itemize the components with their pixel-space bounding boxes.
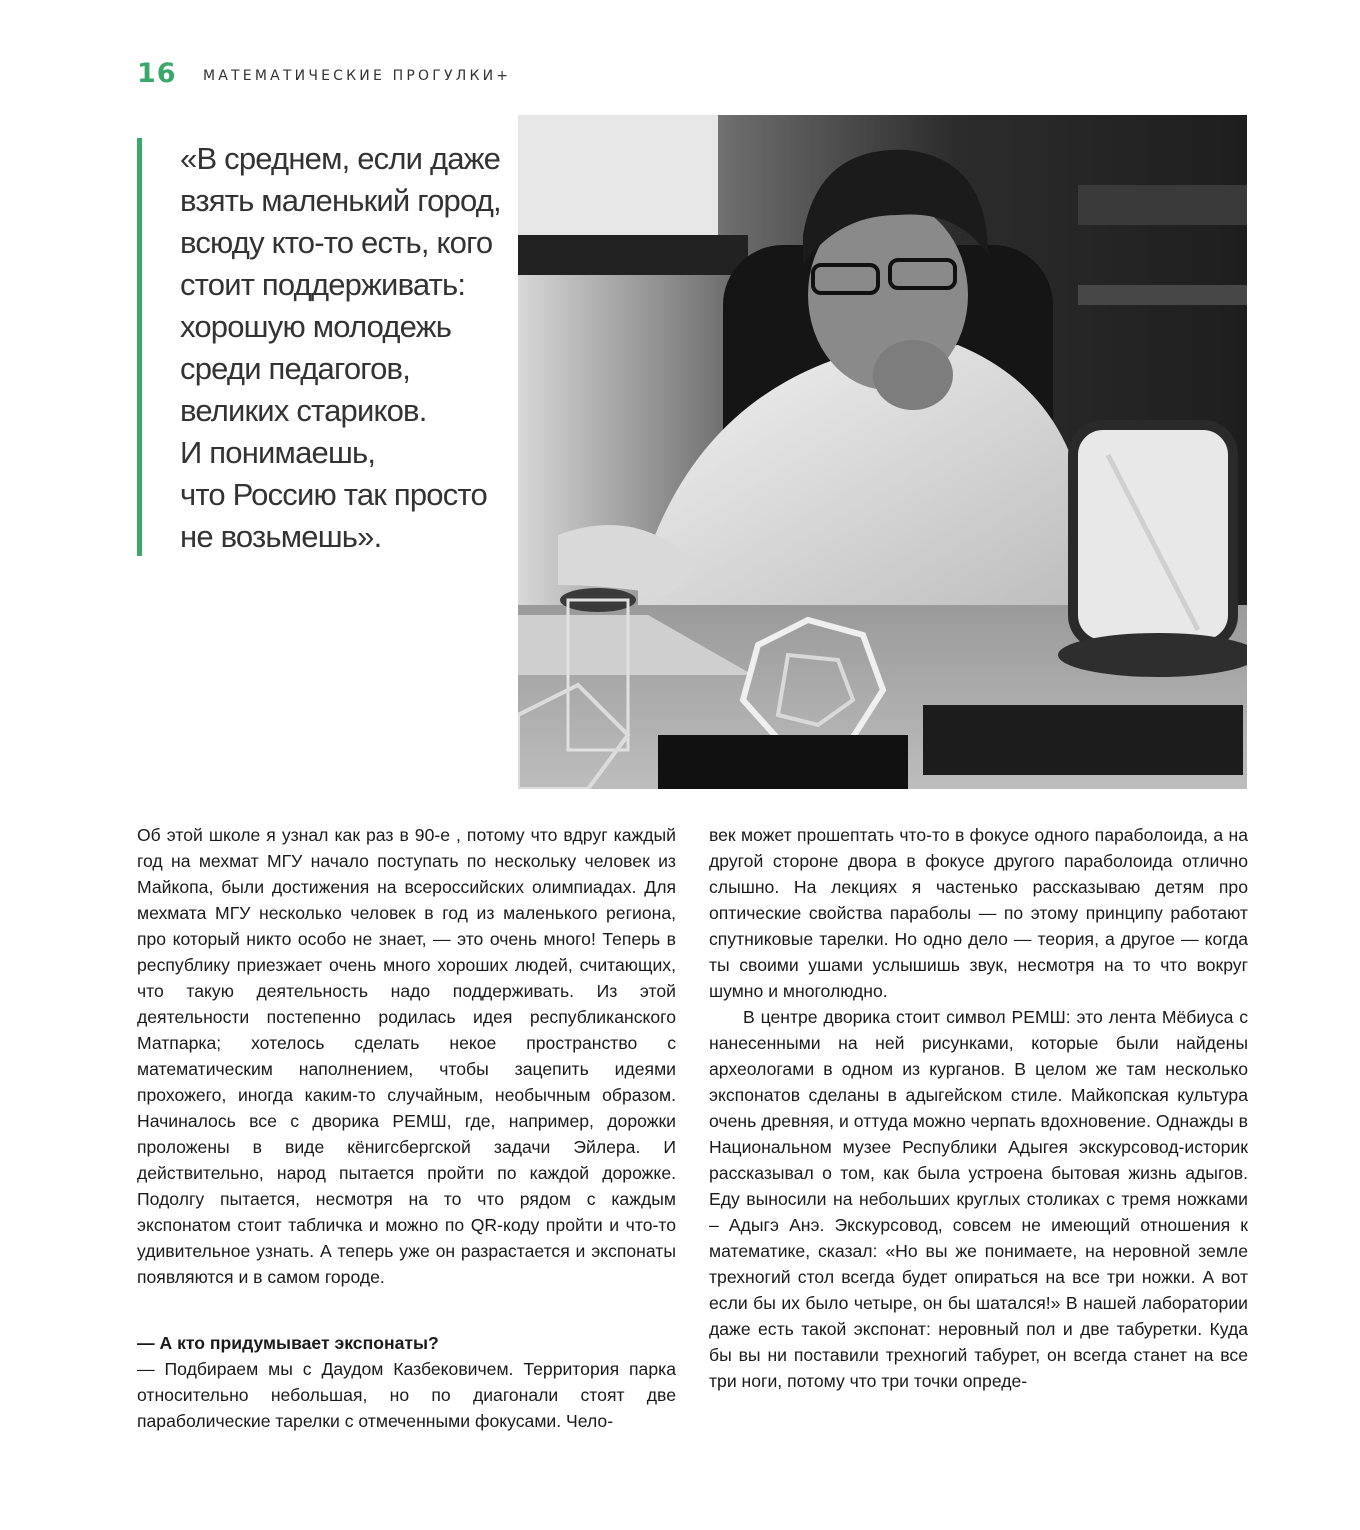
pull-quote-text: «В среднем, если даже взять маленький город, всюду кто-то есть, кого стоит поддерживать: хорошую молодежь среди педагогов, великих стариков. И понимаешь, что Россию так просто не возьмешь». [180,141,501,554]
right-paragraph-1: век может прошептать что-то в фокусе одного параболоида, а на другой стороне двора в фокусе другого параболоида отлично слышно. На лекциях я частенько рассказываю детям про оптические свойства параболы — по этому принципу работают спутниковые тарелки. Но одно дело — теория, а другое — когда ты своими ушами услышишь звук, несмотря на то что вокруг шумно и многолюдно. [709,825,1248,1001]
pull-quote [137,138,507,556]
portrait-photo [518,115,1247,789]
left-column [137,822,676,1434]
left-paragraph-1: Об этой школе я узнал как раз в 90-е , потому что вдруг каждый год на мехмат МГУ начало поступать по нескольку человек из Майкопа, были достижения на всероссийских олимпиадах. Для мехмата МГУ несколько человек в год из маленького региона, про который никто особо не знает, — это очень много! Теперь в республику приезжает очень много хороших людей, считающих, что такую деятельность надо поддерживать. Из этой деятельности постепенно родилась идея республиканского Матпарка; хотелось сделать некое пространство с математическим наполнением, чтобы зацепить идеями прохожего, иногда каким-то случайным, необычным образом. Начиналось все с дворика РЕМШ, где, например, дорожки проложены в виде кёнигсбергской задачи Эйлера. И действительно, народ пытается пройти по каждой дорожке. Подолгу пытается, несмотря на то что рядом с каждым экспонатом стоит табличка и можно по QR-коду пройти и что-то удивительное узнать. А теперь уже он разрастается и экспонаты появляются и в самом городе. [137,825,676,1287]
page-number: 16 [137,58,177,89]
running-title: МАТЕМАТИЧЕСКИЕ ПРОГУЛКИ+ [203,68,512,84]
interview-answer-start: — Подбираем мы с Даудом Казбековичем. Территория парка относительно небольшая, но по диагонали стоят две параболические тарелки с отмеченными фокусами. Чело- [137,1359,676,1431]
interview-question: — А кто придумывает экспонаты? [137,1333,439,1353]
right-column [709,822,1248,1394]
right-paragraph-2: В центре дворика стоит символ РЕМШ: это лента Мёбиуса с нанесенными на ней рисунками, которые были найдены археологами в одном из курганов. В целом же там несколько экспонатов сделаны в адыгейском стиле. Майкопская культура очень древняя, и оттуда можно черпать вдохновение. Однажды в Национальном музее Республики Адыгея экскурсовод-историк рассказывал о том, как была устроена бытовая жизнь адыгов. Еду выносили на небольших круглых столиках с тремя ножками – Адыгэ Анэ. Экскурсовод, совсем не имеющий отношения к математике, сказал: «Но вы же понимаете, на неровной земле трехногий стол всегда будет опираться на все три ножки. А вот если бы их было четыре, он бы шатался!» В нашей лаборатории даже есть такой экспонат: неровный пол и две табуретки. Куда бы вы ни поставили трехногий табурет, он всегда станет на все три ноги, потому что три точки опреде- [709,1007,1248,1391]
